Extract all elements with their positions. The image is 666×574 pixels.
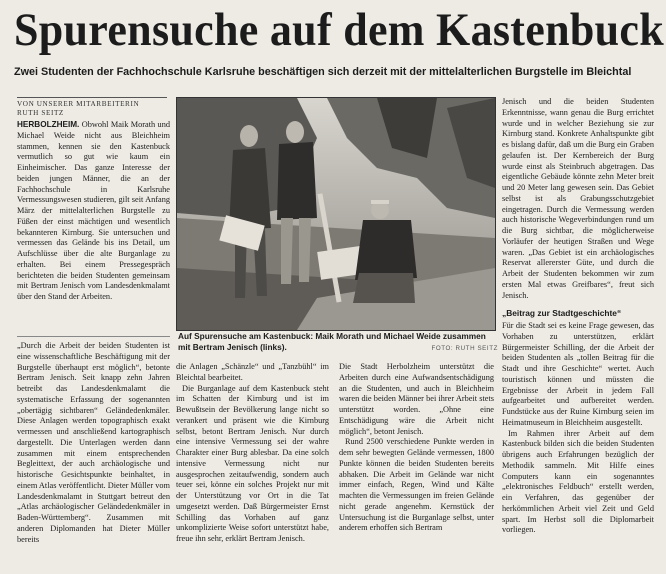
lead-paragraph (17, 120, 170, 303)
photo-credit: FOTO: RUTH SEITZ (431, 344, 498, 352)
column-3-paragraph-1: Die Stadt Herbolzheim unterstützt die Arbeiten durch eine Aufwandsentschädigung an die Studenten, und auch in Bleichheim waren die beiden Männer bei ihrer Arbeit stets unterstützt worden. „Ohne eine Entschädigung wäre die Arbeit nicht möglich“, betont Jenisch. (339, 362, 494, 436)
intermediate-heading: „Beitrag zur Stadtgeschichte“ (502, 308, 622, 319)
caption-text: Auf Spurensuche am Kastenbuck: Maik Morath und Michael Weide zusammen mit Bertram Jenisch (links). (178, 331, 486, 352)
column-3-body (339, 362, 494, 534)
column-3-paragraph-2: Rund 2500 verschiedene Punkte werden in dem sehr bewegten Gelände vermessen, 1800 Punkte können die beiden Studenten bereits abhaken. Die Arbeit im Gelände war nicht immer einfach, Regen, Wind und Kälte machten die Vermessungen im freien Gelände nicht gerade angenehm. Kernstück der Untersuchung ist die Burganlage selbst, unter anderem erhoffen sich Bertram (339, 437, 494, 533)
byline (17, 97, 167, 118)
article-photo (176, 97, 496, 331)
lead-text: Obwohl Maik Morath und Michael Weide nicht aus Bleichheim stammen, kennen sie den Kastenbuck vermutlich so gut wie kaum ein Einheimischer. Das ganze Interesse der beiden jungen Männer, die an der Fachhochschule in Karlsruhe Vermessungswesen studieren, gilt seit Anfang März der mittelalterlichen Burgstelle zu Füßen der einst mächtigen und wesentlich bekannteren Kirnburg. Sie untersuchen und vermessen das Gelände bis ins Detail, um Aufschlüsse über die alte Burganlage zu erhalten. Bei einem Pressegespräch berichteten die beiden Studenten gemeinsam mit Bertram Jenisch vom Landesdenkmalamt über den Stand der Arbeiten. (17, 120, 170, 301)
dateline: HERBOLZHEIM. (17, 120, 80, 129)
column-4-body (502, 97, 654, 536)
byline-line2: RUTH SEITZ (17, 109, 64, 117)
column-2-body (176, 362, 329, 545)
column-1-body (17, 341, 170, 545)
byline-line1: VON UNSERER MITARBEITERIN (17, 100, 140, 108)
column-1-paragraph: „Durch die Arbeit der beiden Studenten ist eine wissenschaftliche Beschäftigung mit der Burgstelle überhaupt erst möglich“, betonte Bertram Jenisch. Seit knapp zehn Jahren betreibt das Landesdenkmalamt die systematische Erfassung der sogenannten „obertägig sichtbaren“ Geländedenkmäler. Diese Anlagen werden topographisch exakt vermessen und anschließend kartographisch dargestellt. Die Unterlagen werden dann zusammen mit einem entsprechenden Begleittext, der auch archäologische und historische Gesichtspunkte beinhaltet, in einem Atlas veröffentlicht. Dieter Müller vom Landesdenkmalamt in Stuttgart betreut den „Atlas archäologischer Geländedenkmäler in Baden-Württemberg“. Zusammen mit anderen Diplomanden hat Dieter Müller bereits (17, 341, 170, 544)
photo-scene (177, 98, 495, 330)
column-divider-rule (17, 336, 170, 337)
column-4-paragraph-1: Jenisch und die beiden Studenten Erkenntnisse, wann genau die Burg errichtet wurde und in welcher Beziehung sie zur Kirnburg stand. Konkrete Anhaltspunkte gibt es bislang dafür, daß um die Burg ein Graben gelaufen ist. Der Kernbereich der Burg wurde einst als Steinbruch abgetragen. Das eigentliche Gebäude könnte zehn Meter breit und 20 Meter lang gewesen sein. Das Gebiet selbst ist als Grabungsschutzgebiet eingetragen. Durch die Vermessung werden auch historische Wegeverbindungen rund um die Burg sichtbar, die möglicherweise Vorläufer der heutigen Straßen und Wege waren. „Das Gebiet ist ein archäologisches Reservat allererster Güte, und durch die Arbeit der Studenten bekommen wir zum ersten Mal etwas Greifbares“, freut sich Jenisch. (502, 97, 654, 300)
column-2-paragraph-2: Die Burganlage auf dem Kastenbuck steht im Schatten der Kirnburg und ist im Bewußtsein der Bevölkerung lange nicht so verankert und präsent wie die Kirnburg selbst, betont Bertram Jenisch. Nur durch eine intensive Vermessung sei der wahre Charakter einer Burg ablesbar. Da eine solch intensive Vermessung nicht nur ausgesprochen zeitaufwendig, sondern auch teuer sei, könne ein solches Projekt nur mit der Unterstützung vor Ort in die Tat umgesetzt werden. Daß Bürgermeister Ernst Schilling das Vorhaben auf ganz unkomplizierte Weise sofort unterstützt habe, freue ihn sehr, erklärt Bertram Jenisch. (176, 383, 329, 543)
column-4-paragraph-3: Im Rahmen ihrer Arbeit auf dem Kastenbuck bilden sich die beiden Studenten übrigens auch Erfahrungen bezüglich der Methodik sammeln. Mit Hilfe eines Computers kann ein sogenanntes „elektronisches Feldbuch“ erstellt werden, ein Verfahren, das gegenüber der herkömmlichen Arbeit viel Zeit und Geld spart. Im Herbst soll die Diplomarbeit vorliegen. (502, 428, 654, 535)
column-2-paragraph-1: die Anlagen „Schänzle“ und „Tanzbühl“ im Bleichtal bearbeitet. (176, 362, 329, 382)
column-4-paragraph-2: Für die Stadt sei es keine Frage gewesen, das Vorhaben zu unterstützen, erklärt Bürgermeister Schilling, der die Arbeit der beiden Studenten als „tollen Beitrag für die Stadt und ihre Geschichte“ wertet. Auch touristisch können und müssten die Ergebnisse der Arbeit in jedem Fall aufgearbeitet und aufbereitet werden. Fundstücke aus der Ruine Kirnburg seien im Heimatmuseum in Bleichheim ausgestellt. (502, 321, 654, 427)
headline: Spurensuche auf dem Kastenbuck (14, 4, 664, 56)
photo-caption (178, 331, 498, 354)
subhead: Zwei Studenten der Fachhochschule Karlsruhe beschäftigen sich derzeit mit der mittelalterlichen Burgstelle im Bleichtal (14, 66, 632, 78)
